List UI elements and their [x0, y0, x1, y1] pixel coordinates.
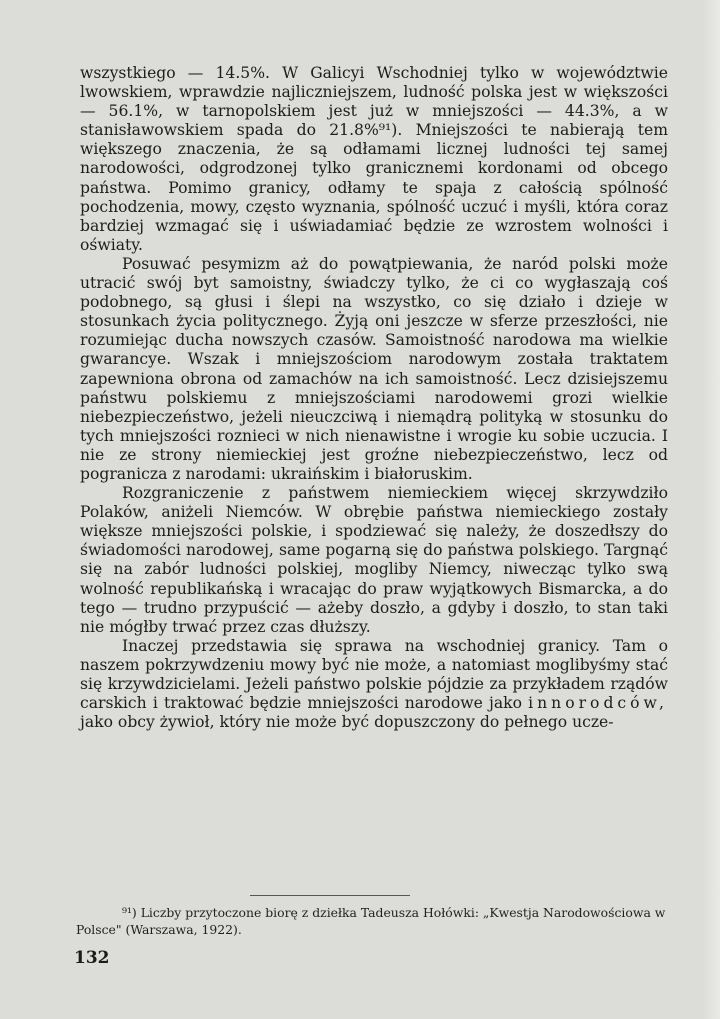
- paragraph-3: Rozgraniczenie z państwem niemieckiem więcej skrzywdziło Polaków, aniżeli Niemców. W obrębie państwa niemieckiego zostały większe mniejszości polskie, i spodziewać się należy, że doszedłszy do świadomości narodowej, same pogarną się do państwa polskiego. Targnąć się na zabór ludności polskiej, mogliby Niemcy, niwecząc tylko swą wolność republikańską i wracając do praw wyjątkowych Bismarcka, a do tego — trudno przypuścić — ażeby doszło, a gdyby i doszło, to stan taki nie mógłby trwać przez czas dłuższy.: [80, 484, 668, 636]
- paragraph-2: Posuwać pesymizm aż do powątpiewania, że naród polski może utracić swój byt samoistny, świadczy tylko, że ci co wygłaszają coś podobnego, są głusi i ślepi na wszystko, co się działo i dzieje w stosunkach życia politycznego. Żyją oni jeszcze w sferze przeszłości, nie rozumiejąc ducha nowszych czasów. Samoistność narodowa ma wielkie gwarancye. Wszak i mniejszościom narodowym została traktatem zapewniona obrona od zamachów na ich samoistność. Lecz dzisiejszemu państwu polskiemu z mniejszościami narodowemi grozi wielkie niebezpieczeństwo, jeżeli nieuczciwą i niemądrą polityką w stosunku do tych mniejszości roznieci w nich nienawistne i wrogie ku sobie uczucia. I nie ze strony niemieckiej jest groźne niebezpieczeństwo, lecz od pogranicza z narodami: ukraińskim i białoruskim.: [80, 254, 668, 483]
- footnote-text: ⁹¹) Liczby przytoczone biorę z dziełka Tadeusza Hołówki: „Kwestja Narodowościowa w Polsce" (Warszawa, 1922).: [76, 905, 666, 937]
- paragraph-4-end: jako obcy żywioł, który nie może być dopuszczony do pełnego ucze-: [80, 713, 614, 732]
- paragraph-1: wszystkiego — 14.5%. W Galicyi Wschodniej tylko w województwie lwowskiem, wprawdzie najliczniejszem, ludność polska jest w większości — 56.1%, w tarnopolskiem jest już w mniejszości — 44.3%, a w stanisławowskiem spada do 21.8%⁹¹). Mniejszości te nabierają tem większego znaczenia, że są odłamami licznej ludności tej samej narodowości, odgrodzonej tylko granicznemi kordonami od obcego państwa. Pomimo granicy, odłamy te spaja z całością spólność pochodzenia, mowy, często wyznania, spólność uczuć i myśli, która coraz bardziej wzmagać się i uświadamiać będzie ze wzrostem wolności i oświaty.: [80, 64, 668, 254]
- paragraph-4: [80, 637, 668, 732]
- paragraph-4-start: Inaczej przedstawia się sprawa na wschodniej granicy. Tam o naszem pokrzywdzeniu mowy być nie może, a natomiast moglibyśmy stać się krzywdzicielami. Jeżeli państwo polskie pójdzie za przykładem rządów carskich i traktować będzie mniejszości narodowe jako: [80, 636, 668, 713]
- page-number: 132: [74, 948, 110, 968]
- page-edge-shadow: [702, 0, 720, 1019]
- footnote: [76, 904, 668, 938]
- emphasized-word: innorodców,: [528, 694, 669, 713]
- main-text: [80, 64, 668, 732]
- footnote-divider: [250, 895, 410, 896]
